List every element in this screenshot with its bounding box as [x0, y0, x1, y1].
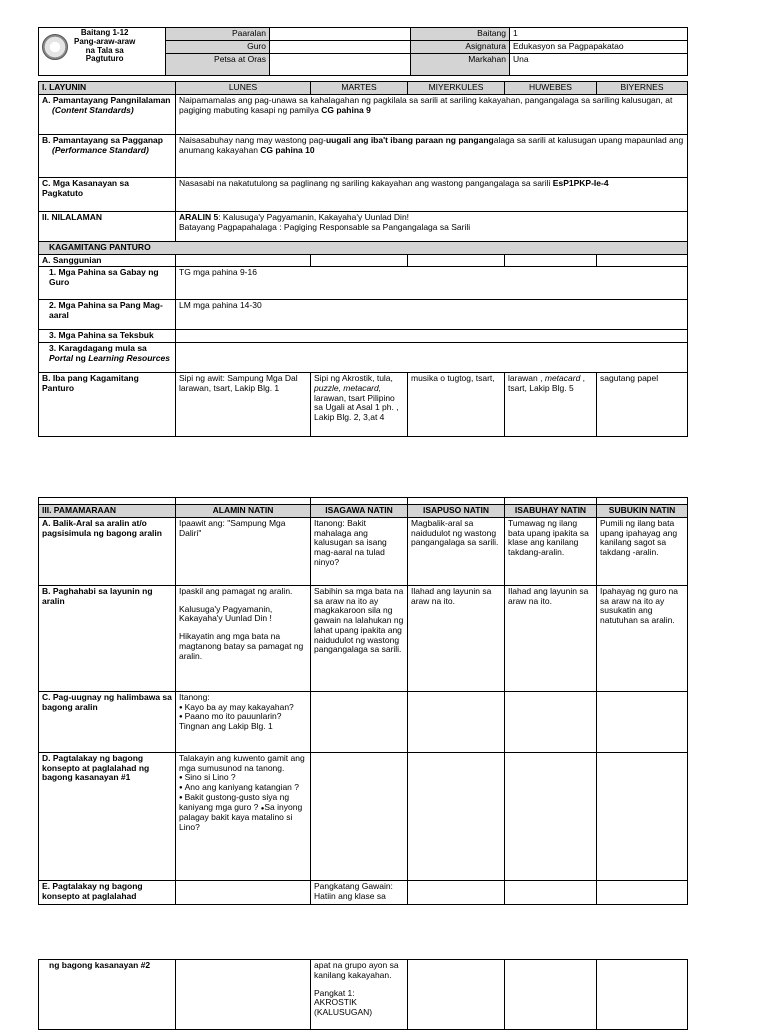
guro-label: Guro: [166, 41, 270, 54]
header-layunin: I. LAYUNIN: [39, 82, 176, 95]
title-line-3: na Tala sa: [85, 45, 124, 55]
header-lunes: LUNES: [176, 82, 311, 95]
kasanayan-body: Nasasabi na nakatutulong sa paglinang ng sariling kakayahan ang wastong pangangalaga sa sarili: [179, 177, 553, 188]
nilalaman-text: [176, 211, 688, 241]
title-line-1: Baitang 1-12: [80, 28, 129, 37]
balik-aral-alamin: Ipaawit ang: "Sampung Mga Daliri": [176, 517, 311, 585]
performance-standard-code: CG pahina 10: [260, 144, 315, 155]
iba-martes: [311, 373, 408, 437]
petsa-label: Petsa at Oras: [166, 54, 270, 76]
iba-pang-kagamitan-label: B. Iba pang Kagamitang Panturo: [39, 373, 176, 437]
header-alamin: ALAMIN NATIN: [176, 505, 311, 518]
paghahabi-isabuhay: Ilahad ang layunin sa araw na ito.: [505, 585, 597, 691]
header-isabuhay: ISABUHAY NATIN: [505, 505, 597, 518]
content-standards-label: [39, 94, 176, 134]
pag-uugnay-q1: ● Kayo ba ay may kakayahan?: [179, 703, 307, 713]
header-huwebes: HUWEBES: [505, 82, 597, 95]
markahan-label: Markahan: [411, 54, 510, 76]
pagtalakay-1-q4: Sa inyong palagay bakit kaya matalino si Lino?: [179, 801, 303, 832]
pagtalakay-2-label: E. Pagtalakay ng bagong konsepto at paglalahad: [39, 880, 176, 904]
balik-aral-isabuhay: Tumawag ng ilang bata upang ipakita sa klase ang kanilang takdang-aralin.: [505, 517, 597, 585]
content-standards-text: [176, 94, 688, 134]
gabay-value: TG mga pahina 9-16: [176, 267, 688, 300]
paghahabi-label: B. Paghahabi sa layunin ng aralin: [39, 585, 176, 691]
nilalaman-label: II. NILALAMAN: [39, 211, 176, 241]
iba-huwebes-3: , tsart, Lakip Blg. 5: [508, 373, 586, 393]
kagamitang-panturo-label: KAGAMITANG PANTURO: [39, 241, 688, 254]
learning-resources: Learning Resources: [88, 352, 170, 363]
pagtalakay-1-intro: Talakayin ang kuwento gamit ang mga sumusunod na tanong.: [179, 752, 305, 773]
asignatura-label: Asignatura: [411, 41, 510, 54]
isagawa-cont-3: AKROSTIK: [314, 997, 357, 1008]
iba-lunes: Sipi ng awit: Sampung Mga Dal larawan, tsart, Lakip Blg. 1: [176, 373, 311, 437]
isagawa-cont-2: Pangkat 1:: [314, 987, 355, 998]
pagtalakay-1-alamin: [176, 752, 311, 880]
pagtalakay-1-q2: ● Ano ang kaniyang katangian ?: [179, 783, 307, 793]
paaralan-field[interactable]: [270, 28, 411, 41]
magaaral-label: 2. Mga Pahina sa Pang Mag-aaral: [39, 300, 176, 330]
layunin-table: [38, 81, 688, 437]
header-isagawa: ISAGAWA NATIN: [311, 505, 408, 518]
performance-standard-title: B. Pamantayang sa Pagganap: [42, 134, 163, 145]
pag-uugnay-end: Tingnan ang Lakip Blg. 1: [179, 721, 273, 732]
iba-biyernes: sagutang papel: [597, 373, 688, 437]
karagdagang-text: 3. Karagdagang mula sa: [49, 343, 147, 354]
iba-huwebes: [505, 373, 597, 437]
kasanayan-text: [176, 177, 688, 211]
header-biyernes: BIYERNES: [597, 82, 688, 95]
kasanayan-code: EsP1PKP-Ie-4: [552, 177, 609, 188]
pamamaraan-continuation-table: [38, 959, 688, 1030]
paghahabi-isagawa: Sabihin sa mga bata na sa araw na ito ay magkakaroon sila ng gawain na lalahukan ng lahat upang ipakita ang naidudulot ng wastong pangangalaga sa sarili.: [311, 585, 408, 691]
markahan-value[interactable]: Una: [510, 54, 688, 76]
pag-uugnay-q2: ● Paano mo ito pauunlarin?: [179, 712, 307, 722]
iba-martes-3: larawan, tsart Pilipino sa Ugali at Asal 1 ph. , Lakip Blg. 2, 3,at 4: [314, 392, 399, 423]
iba-huwebes-2: metacard: [544, 373, 581, 384]
iba-martes-1: Sipi ng Akrostik, tula,: [314, 373, 393, 384]
iba-miyerkules: musika o tugtog, tsart,: [408, 373, 505, 437]
header-pamamaraan: III. PAMAMARAAN: [39, 505, 176, 518]
title-line-4: Pagtuturo: [85, 54, 124, 64]
content-standards-body: Naipamamalas ang pag-unawa sa kahalagahan ng pagkilala sa sarili at sariling kakayahan, pangangalaga sa sariling kalusugan, at pagiging mabuting kasapi ng pamilya: [179, 94, 673, 115]
iba-martes-2: puzzle, metacard,: [314, 382, 382, 393]
paaralan-label: Paaralan: [166, 28, 270, 41]
header-isapuso: ISAPUSO NATIN: [408, 505, 505, 518]
ng-word: ng: [73, 352, 89, 363]
balik-aral-isapuso: Magbalik-aral sa naidudulot ng wastong pangangalaga sa sarili.: [408, 517, 505, 585]
pagtalakay-1-q1: ● Sino si Lino ?: [179, 773, 307, 783]
header-martes: MARTES: [311, 82, 408, 95]
header-miyerkules: MIYERKULES: [408, 82, 505, 95]
pag-uugnay-label: C. Pag-uugnay ng halimbawa sa bagong aralin: [39, 691, 176, 752]
baitang-label: Baitang: [411, 28, 510, 41]
content-standards-title: A. Pamantayang Pangnilalaman: [42, 94, 171, 105]
bullet-icon: ●: [260, 805, 265, 812]
petsa-field[interactable]: [270, 54, 411, 76]
pagtalakay-2-isagawa-cont: [311, 960, 408, 1030]
pamamaraan-table: [38, 497, 688, 905]
header-table: [38, 27, 688, 76]
deped-seal-logo: [42, 34, 68, 60]
magaaral-value: LM mga pahina 14-30: [176, 300, 688, 330]
title-line-2: Pang-araw-araw: [74, 36, 136, 46]
balik-aral-isagawa: Itanong: Bakit mahalaga ang kalusugan sa isang mag-aaral na tulad ninyo?: [311, 517, 408, 585]
baitang-value[interactable]: 1: [510, 28, 688, 41]
pagtalakay-1-q3: Bakit gustong-gusto siya ng kaniyang mga guro ?: [179, 792, 290, 812]
content-standards-code: CG pahina 9: [321, 104, 371, 115]
portal-word: Portal: [49, 352, 74, 363]
teksbuk-label: 3. Mga Pahina sa Teksbuk: [39, 330, 176, 343]
gabay-label: 1. Mga Pahina sa Gabay ng Guro: [39, 267, 176, 300]
balik-aral-label: A. Balik-Aral sa aralin at/o pagsisimula ng bagong aralin: [39, 517, 176, 585]
pagtalakay-2-isagawa: Pangkatang Gawain: Hatiin ang klase sa: [311, 880, 408, 904]
content-standards-en: (Content Standards): [52, 104, 134, 115]
guro-field[interactable]: [270, 41, 411, 54]
balik-aral-subukin: Pumili ng ilang bata upang ipahayag ang kanilang sagot sa takdang -aralin.: [597, 517, 688, 585]
aralin-title: : Kalusuga'y Pagyamanin, Kakayaha'y Uunlad Din!: [218, 211, 410, 222]
pagtalakay-2-label-cont: ng bagong kasanayan #2: [39, 960, 176, 1030]
paghahabi-alamin-1: Ipaskil ang pamagat ng aralin.: [179, 585, 293, 596]
iba-huwebes-1: larawan ,: [508, 373, 545, 384]
performance-standard-bold: uugali ang iba't ibang paraan ng pangang: [325, 134, 494, 145]
pagtalakay-1-label: D. Pagtalakay ng bagong konsepto at paglalahad ng bagong kasanayan #1: [39, 752, 176, 880]
batayang-pagpapahalaga: Batayang Pagpapahalaga : Pagiging Responsable sa Pangangalaga sa Sarili: [179, 221, 471, 232]
pag-uugnay-intro: Itanong:: [179, 691, 210, 702]
performance-standard-text: [176, 134, 688, 177]
performance-standard-body-2: alaga sa sarili at kalusugan upang mapaunlad ang anumang kakayahan: [179, 134, 684, 155]
paghahabi-subukin: Ipahayag ng guro na sa araw na ito ay susukatin ang natutuhan sa aralin.: [597, 585, 688, 691]
performance-standard-label: [39, 134, 176, 177]
karagdagang-label: [39, 343, 176, 373]
sanggunian-label: A. Sanggunian: [39, 254, 176, 267]
isagawa-cont-4: (KALUSUGAN): [314, 1007, 373, 1018]
pag-uugnay-alamin: [176, 691, 311, 752]
paghahabi-alamin: [176, 585, 311, 691]
kasanayan-label: C. Mga Kasanayan sa Pagkatuto: [39, 177, 176, 211]
header-subukin: SUBUKIN NATIN: [597, 505, 688, 518]
paghahabi-alamin-2: Kalusuga'y Pagyamanin, Kakayaha'y Uunlad Din !: [179, 603, 273, 624]
header-title-cell: [39, 28, 166, 76]
isagawa-cont-1: apat na grupo ayon sa kanilang kakayahan.: [314, 960, 399, 980]
aralin-prefix: ARALIN 5: [179, 211, 219, 222]
performance-standard-body-1: Naisasabuhay nang may wastong pag-: [179, 134, 326, 145]
paghahabi-isapuso: Ilahad ang layunin sa araw na ito.: [408, 585, 505, 691]
performance-standard-en: (Performance Standard): [52, 144, 149, 155]
asignatura-value[interactable]: Edukasyon sa Pagpapakatao: [510, 41, 688, 54]
paghahabi-alamin-3: Hikayatin ang mga bata na magtanong batay sa pamagat ng aralin.: [179, 631, 304, 661]
